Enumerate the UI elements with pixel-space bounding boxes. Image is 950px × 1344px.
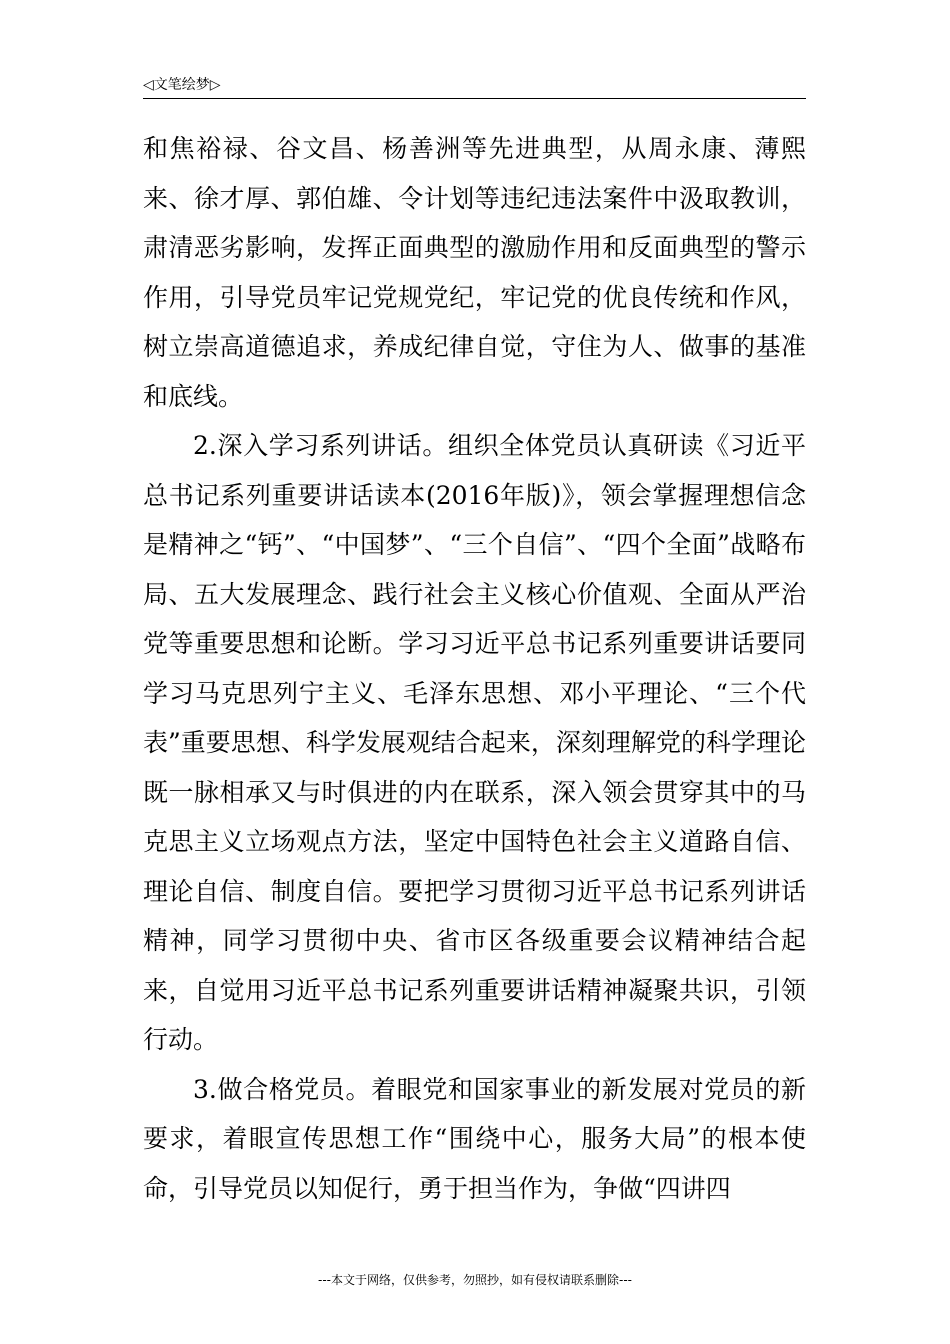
paragraph-study-speeches: 2.深入学习系列讲话。组织全体党员认真研读《习近平总书记系列重要讲话读本(2016年版)》，领会掌握理想信念是精神之“钙”、“中国梦”、“三个自信”、“四个全面”战略布局、五大发展理念、践行社会主义核心价值观、全面从严治党等重要思想和论断。学习习近平总书记系列重要讲话要同学习马克思列宁主义、毛泽东思想、邓小平理论、“三个代表”重要思想、科学发展观结合起来，深刻理解党的科学理论既一脉相承又与时俱进的内在联系，深入领会贯穿其中的马克思主义立场观点方法，坚定中国特色社会主义道路自信、理论自信、制度自信。要把学习贯彻习近平总书记系列讲话精神，同学习贯彻中央、省市区各级重要会议精神结合起来，自觉用习近平总书记系列重要讲话精神凝聚共识，引领行动。 [143,431,806,1054]
header-title: ◁文笔绘梦▷ [143,77,221,93]
page-header [143,74,806,99]
paragraph-qualified-member: 3.做合格党员。着眼党和国家事业的新发展对党员的新要求，着眼宣传思想工作“围绕中心，服务大局”的根本使命，引导党员以知促行，勇于担当作为，争做“四讲四 [143,1074,806,1203]
page-footer: ---本文于网络，仅供参考，勿照抄，如有侵权请联系删除--- [318,1273,632,1287]
document-body [143,124,806,1213]
paragraph-continued: 和焦裕禄、谷文昌、杨善洲等先进典型，从周永康、薄熙来、徐才厚、郭伯雄、令计划等违纪违法案件中汲取教训，肃清恶劣影响，发挥正面典型的激励作用和反面典型的警示作用，引导党员牢记党规党纪，牢记党的优良传统和作风，树立崇高道德追求，养成纪律自觉，守住为人、做事的基准和底线。 [143,134,806,411]
